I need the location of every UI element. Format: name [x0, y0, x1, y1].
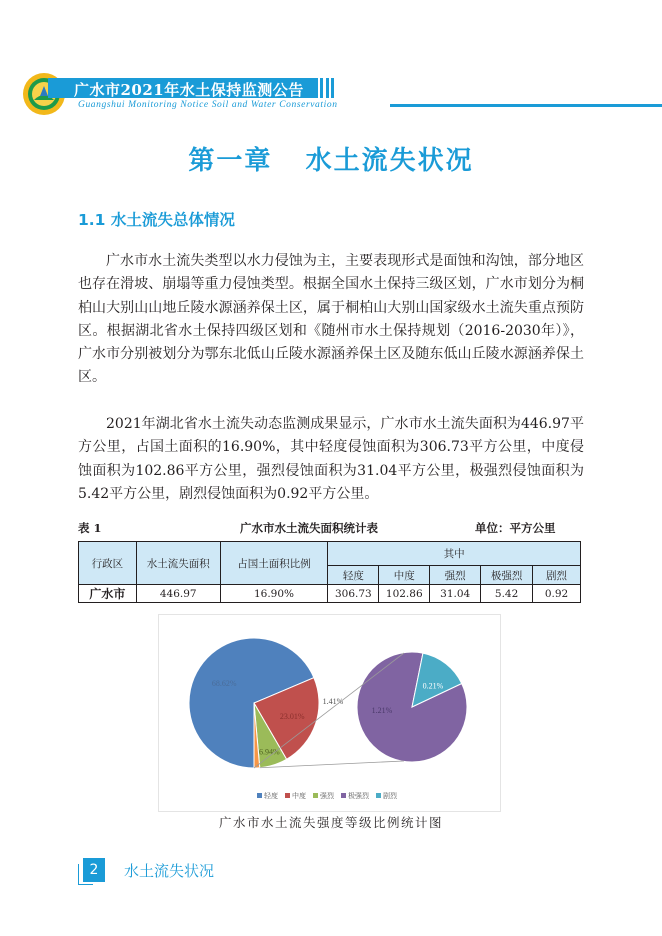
cell-value: 0.92 — [533, 585, 581, 603]
cell-value: 31.04 — [430, 585, 481, 603]
header-subtitle: Guangshui Monitoring Notice Soil and Water Conservation — [78, 100, 338, 110]
header-title: 广水市2021年水土保持监测公告 — [74, 81, 304, 99]
header-level: 剧烈 — [533, 566, 581, 585]
legend-label: 中度 — [292, 792, 306, 800]
header-ratio: 占国土面积比例 — [220, 542, 328, 585]
header-region: 行政区 — [79, 542, 137, 585]
erosion-area-table — [78, 541, 581, 603]
running-title: 水土流失状况 — [124, 862, 215, 880]
header-rule — [390, 104, 662, 107]
cell-value: 306.73 — [328, 585, 379, 603]
pie-of-pie-chart — [159, 615, 500, 811]
main-pie-data-label: 1.41% — [322, 697, 344, 706]
legend-swatch — [341, 793, 346, 798]
table-title: 广水市水土流失面积统计表 — [240, 521, 378, 535]
header-area: 水土流失面积 — [136, 542, 220, 585]
legend-swatch — [285, 793, 290, 798]
cell-area: 446.97 — [136, 585, 220, 603]
main-pie-data-label: 6.94% — [258, 747, 280, 757]
header-level: 极强烈 — [481, 566, 533, 585]
header-level: 强烈 — [430, 566, 481, 585]
main-pie-data-label: 68.62% — [211, 679, 237, 689]
secondary-pie-data-label: 0.21% — [422, 681, 444, 691]
pie-chart-frame — [158, 614, 501, 812]
body-paragraph-2: 2021年湖北省水土流失动态监测成果显示，广水市水土流失面积为446.97平方公里，占国土面积的16.90%，其中轻度侵蚀面积为306.73平方公里，中度侵蚀面积为102.86平方公里，强烈侵蚀面积为31.04平方公里，极强烈侵蚀面积为5.42平方公里，剧烈侵蚀面积为0.92平方公里。 — [78, 416, 584, 502]
header-level: 轻度 — [328, 566, 379, 585]
page-number: 2 — [83, 858, 105, 882]
header-stripes — [320, 78, 334, 98]
section-title: 1.1 水土流失总体情况 — [78, 211, 235, 229]
table-unit: 单位：平方公里 — [475, 521, 556, 535]
legend-label: 强烈 — [320, 792, 334, 800]
main-pie-data-label: 23.01% — [279, 711, 305, 721]
body-paragraph-1: 广水市水土流失类型以水力侵蚀为主，主要表现形式是面蚀和沟蚀，部分地区也存在滑坡、崩塌等重力侵蚀类型。根据全国水土保持三级区划，广水市划分为桐柏山大别山山地丘陵水源涵养保土区，属于桐柏山大别山国家级水土流失重点预防区。根据湖北省水土保持四级区划和《随州市水土保持规划（2016-2030年）》，广水市分别被划分为鄂东北低山丘陵水源涵养保土区及随东低山丘陵水源涵养保土区。 — [78, 253, 584, 386]
legend-label: 剧烈 — [383, 792, 397, 800]
cell-ratio: 16.90% — [220, 585, 328, 603]
secondary-pie-data-label: 1.21% — [371, 706, 393, 715]
chapter-title: 第一章 水土流失状况 — [188, 146, 474, 176]
table-label: 表 1 — [78, 521, 102, 535]
chart-caption: 广水市水土流失强度等级比例统计图 — [218, 815, 443, 830]
cell-value: 5.42 — [481, 585, 533, 603]
cell-region: 广水市 — [79, 585, 137, 603]
legend-label: 极强烈 — [348, 792, 369, 800]
legend-swatch — [376, 793, 381, 798]
header-group: 其中 — [328, 542, 581, 566]
cell-value: 102.86 — [379, 585, 430, 603]
legend-swatch — [313, 793, 318, 798]
legend-swatch — [257, 793, 262, 798]
header-level: 中度 — [379, 566, 430, 585]
legend-label: 轻度 — [264, 792, 278, 800]
